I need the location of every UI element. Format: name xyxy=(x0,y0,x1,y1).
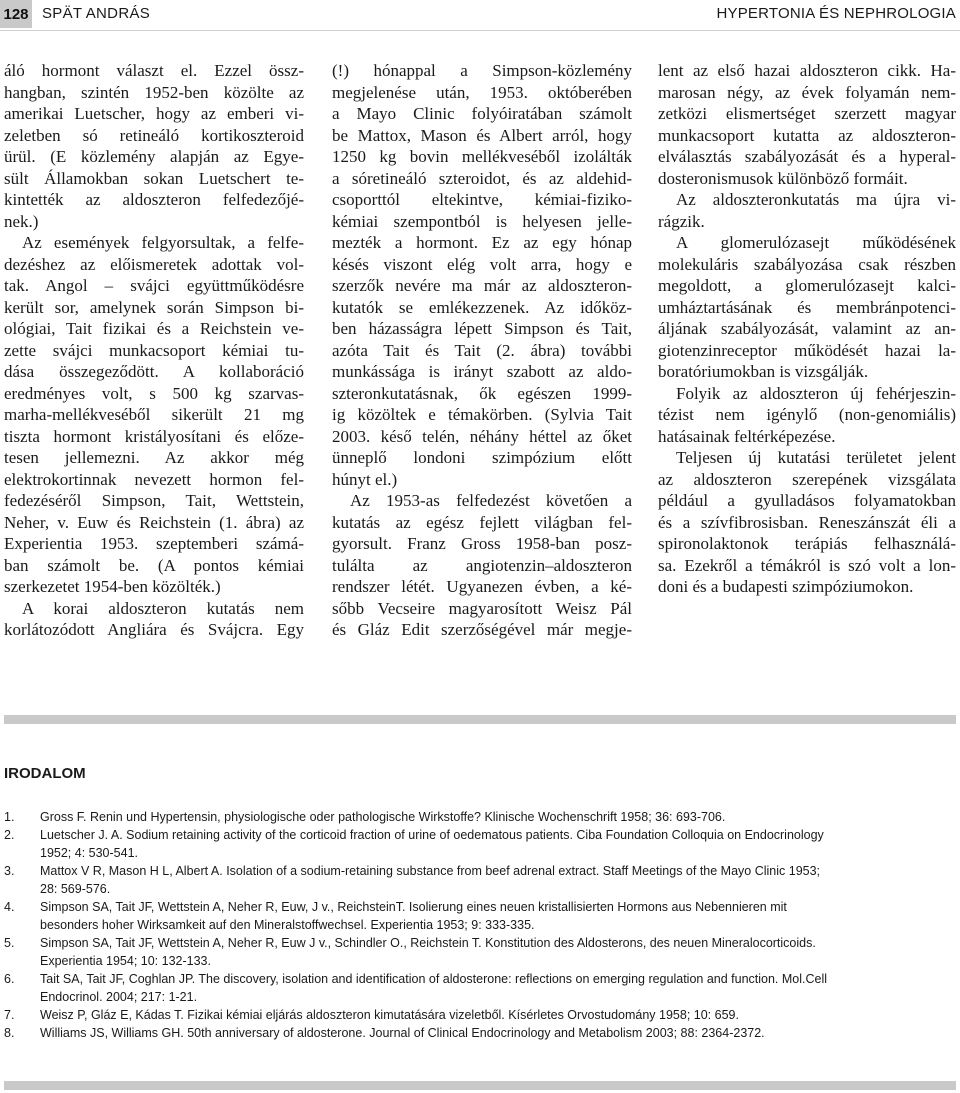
reference-item xyxy=(4,808,956,826)
text-line: fedezéséről Simpson, Tait, Wettstein, xyxy=(4,491,304,510)
text-line: tézist nem igénylő (non-genomiális) xyxy=(658,405,956,424)
text-line: A korai aldoszteron kutatás nem xyxy=(22,598,304,618)
text-line: húnyt el.) xyxy=(332,469,398,489)
text-line: 2003. késő telén, néhány héttel az őket xyxy=(332,426,632,446)
text-line: doni és a budapesti szimpóziumokon. xyxy=(658,577,914,596)
text-line: és Gláz Edit szerzőségével már megje- xyxy=(332,620,632,639)
text-line: Az 1953-as felfedezést követően a xyxy=(350,491,632,510)
text-line: tiszta hormont kristályosítani és előze- xyxy=(4,426,304,446)
text-line: munkássága is irányt szabott az aldo- xyxy=(332,362,632,381)
text-line: dezéshez az előismeretek adottak vol- xyxy=(4,254,304,274)
text-line: giotenzinreceptor működését hazai la- xyxy=(658,340,956,360)
references-heading: IRODALOM xyxy=(4,765,86,782)
text-line: a sóretineáló szteroidot, és az aldehid- xyxy=(332,168,632,188)
reference-number: 1. xyxy=(4,810,15,824)
reference-number: 4. xyxy=(4,900,15,914)
reference-text-line: Simpson SA, Tait JF, Wettstein A, Neher R, Euw, J v., ReichsteinT. Isolierung eines neuen kristallisierten Hormons aus Nebennieren mit xyxy=(40,900,787,914)
reference-text-line: Weisz P, Gláz E, Kádas T. Fizikai kémiai eljárás aldoszteron kimutatására vizeletből. Kísérletes Orvostudomány 1958; 10: 659. xyxy=(40,1008,739,1022)
text-line: került sor, amelynek során Simpson bi- xyxy=(4,297,304,317)
reference-text-line: Endocrinol. 2004; 217: 1-21. xyxy=(40,990,198,1004)
text-line: ürül. (E közlemény alapján az Egye- xyxy=(4,147,304,166)
text-line: ig közöltek e témakörben. (Sylvia Tait xyxy=(332,405,632,424)
reference-text-line: Gross F. Renin und Hypertensin, physiologische oder pathologische Wirkstoffe? Klinische Wochenschrift 1958; 36: 693-706. xyxy=(40,810,726,824)
text-line: marha-mellékveséből sikerült 21 mg xyxy=(4,405,304,424)
body-column-2 xyxy=(332,60,632,641)
text-line: szerzők nevére ma már az aldoszteron- xyxy=(332,276,632,295)
text-line: Teljesen új kutatási területet jelent xyxy=(676,448,956,467)
reference-item xyxy=(4,1006,956,1024)
text-line: Az aldoszteronkutatás ma újra vi- xyxy=(676,190,956,209)
text-line: ban számolt be. (A pontos kémiai xyxy=(4,555,304,575)
reference-text-line: Luetscher J. A. Sodium retaining activity of the corticoid fraction of urine of oedematous patients. Ciba Foundation Colloquia on Endocrinology xyxy=(40,828,824,842)
reference-text-line: besonders hoher Wirksamkeit auf den Mineralstoffwechsel. Experientia 1953; 9: 333-335. xyxy=(40,918,535,932)
text-line: rágzik. xyxy=(658,211,705,231)
reference-text-line: 1952; 4: 530-541. xyxy=(40,846,138,860)
text-line: áljának szabályozását, valamint az an- xyxy=(658,319,956,338)
text-line: tak. Angol – svájci együttműködésre xyxy=(4,276,304,295)
text-line: nek.) xyxy=(4,211,39,231)
text-line: zetközi elismertséget szerzett magyar xyxy=(658,104,956,123)
text-line: szerkezetet 1954-ben közölték.) xyxy=(4,577,221,596)
text-line: késés viszont elég volt arra, hogy e xyxy=(332,254,632,274)
text-line: elektrokortinnak nevezett hormon fel- xyxy=(4,469,304,489)
text-line: kémiai szempontból is helyesen jelle- xyxy=(332,211,632,231)
reference-number: 8. xyxy=(4,1026,15,1040)
text-line: ben házasságra lépett Simpson és Tait, xyxy=(332,319,632,338)
text-line: boratóriumokban is vizsgálják. xyxy=(658,362,869,381)
reference-text-line: Tait SA, Tait JF, Coghlan JP. The discovery, isolation and identification of aldosterone: reflections on emerging regulation and function. Mol.Cell xyxy=(40,972,828,986)
text-line: lent az első hazai aldoszteron cikk. Ha- xyxy=(658,61,956,80)
text-line: marosan négy, az évek folyamán nem- xyxy=(658,82,956,102)
text-line: be Mattox, Mason és Albert arról, hogy xyxy=(332,125,632,145)
text-line: Neher, v. Euw és Reichstein (1. ábra) az xyxy=(4,512,304,532)
reference-number: 7. xyxy=(4,1008,15,1022)
text-line: elválasztás szabályozását és a hyperal- xyxy=(658,147,956,166)
text-line: ológiai, Tait fizikai és a Reichstein ve- xyxy=(4,319,304,338)
text-line: Experientia 1953. szeptemberi számá- xyxy=(4,534,304,553)
text-line: 1250 kg bovin mellékveséből izolálták xyxy=(332,147,632,166)
text-line: umháztartásának és membránpotenci- xyxy=(658,297,956,317)
running-author: SPÄT ANDRÁS xyxy=(42,5,151,22)
text-line: korlátozódott Angliára és Svájcra. Egy xyxy=(4,620,304,639)
section-divider xyxy=(4,715,956,724)
body-column-3 xyxy=(658,60,956,598)
text-line: sőbb Vecseire magyarosított Weisz Pál xyxy=(332,598,632,618)
text-line: sa. Ezekről a témákról is szó volt a lon- xyxy=(658,555,956,575)
text-line: zette svájci munkacsoport kémiai tu- xyxy=(4,340,304,360)
reference-item xyxy=(4,826,956,862)
text-line: molekuláris szabályozása csak részben xyxy=(658,254,956,274)
text-line: tulálta az angiotenzin–aldoszteron xyxy=(332,555,632,575)
text-line: megoldott, a glomerulózasejt kalci- xyxy=(658,276,956,295)
text-line: kutatók se emlékezzenek. Az időköz- xyxy=(332,297,632,317)
text-line: (!) hónappal a Simpson-közlemény xyxy=(332,61,632,80)
text-line: és a szívfibrosisban. Reneszánszát éli a xyxy=(658,512,956,532)
reference-item xyxy=(4,934,956,970)
reference-item xyxy=(4,898,956,934)
reference-number: 3. xyxy=(4,864,15,878)
text-line: például a gyulladásos folyamatokban xyxy=(658,491,956,510)
text-line: Folyik az aldoszteron új fehérjeszin- xyxy=(676,383,956,403)
text-line: hatásainak feltérképezése. xyxy=(658,426,836,446)
text-line: spironolaktonok terápiás felhasználá- xyxy=(658,534,956,553)
reference-number: 2. xyxy=(4,828,15,842)
text-line: dosteronismusok különböző formáit. xyxy=(658,168,908,188)
text-line: sült Államokban sokan Luetschert te- xyxy=(4,168,304,188)
reference-text-line: Williams JS, Williams GH. 50th anniversary of aldosterone. Journal of Clinical Endocrinology and Metabolism 2003; 88: 2364-2372. xyxy=(40,1026,765,1040)
text-line: eredményes volt, s 500 kg szarvas- xyxy=(4,383,304,403)
footer-divider xyxy=(4,1081,956,1090)
reference-list xyxy=(4,808,956,1042)
text-line: mezték a hormont. Ez az egy hónap xyxy=(332,233,632,252)
reference-item xyxy=(4,1024,956,1042)
reference-text-line: Mattox V R, Mason H L, Albert A. Isolation of a sodium-retaining substance from beef adrenal extract. Staff Meetings of the Mayo Clinic 1953; xyxy=(40,864,821,878)
text-line: az aldoszteron szerepének vizsgálata xyxy=(658,469,956,489)
text-line: csoporttól eltekintve, kémiai-fiziko- xyxy=(332,190,632,209)
body-column-1 xyxy=(4,60,304,641)
text-line: munkacsoport kutatta az aldoszteron- xyxy=(658,125,956,145)
text-line: tesen jellemezni. Az akkor még xyxy=(4,448,304,467)
reference-text-line: Experientia 1954; 10: 132-133. xyxy=(40,954,211,968)
text-line: hangban, szintén 1952-ben közölte az xyxy=(4,82,304,102)
reference-item xyxy=(4,862,956,898)
text-line: megjelenése után, 1953. októberében xyxy=(332,82,632,102)
text-line: áló hormont választ el. Ezzel össz- xyxy=(4,61,304,80)
page-number: 128 xyxy=(0,0,32,28)
reference-text-line: Simpson SA, Tait JF, Wettstein A, Neher R, Euw J v., Schindler O., Reichstein T. Konstitution des Aldosterons, des neuen Mineralocorticoids. xyxy=(40,936,816,950)
reference-text-line: 28: 569-576. xyxy=(40,882,111,896)
text-line: A glomerulózasejt működésének xyxy=(676,233,956,252)
reference-item xyxy=(4,970,956,1006)
running-journal-title: HYPERTONIA ÉS NEPHROLOGIA xyxy=(716,5,956,22)
text-line: Az események felgyorsultak, a felfe- xyxy=(22,233,304,252)
text-line: gyorsult. Franz Gross 1958-ban posz- xyxy=(332,534,632,553)
text-line: a Mayo Clinic folyóiratában számolt xyxy=(332,104,632,123)
running-header xyxy=(0,0,960,31)
reference-number: 5. xyxy=(4,936,15,950)
text-line: azóta Tait és Tait (2. ábra) további xyxy=(332,340,632,360)
text-line: dása összegeződött. A kollaboráció xyxy=(4,362,304,381)
text-line: kintették az aldoszteron felfedezőjé- xyxy=(4,190,304,209)
reference-number: 6. xyxy=(4,972,15,986)
text-line: szteronkutatásnak, ők egészen 1999- xyxy=(332,383,632,403)
text-line: ünneplő londoni szimpózium előtt xyxy=(332,448,632,467)
text-line: zeletben só retineáló kortikoszteroid xyxy=(4,125,304,145)
text-line: rendszer létét. Ugyanezen évben, a ké- xyxy=(332,577,632,596)
text-line: kutatás az egész fejlett világban fel- xyxy=(332,512,632,532)
text-line: amerikai Luetscher, hogy az emberi vi- xyxy=(4,104,304,123)
